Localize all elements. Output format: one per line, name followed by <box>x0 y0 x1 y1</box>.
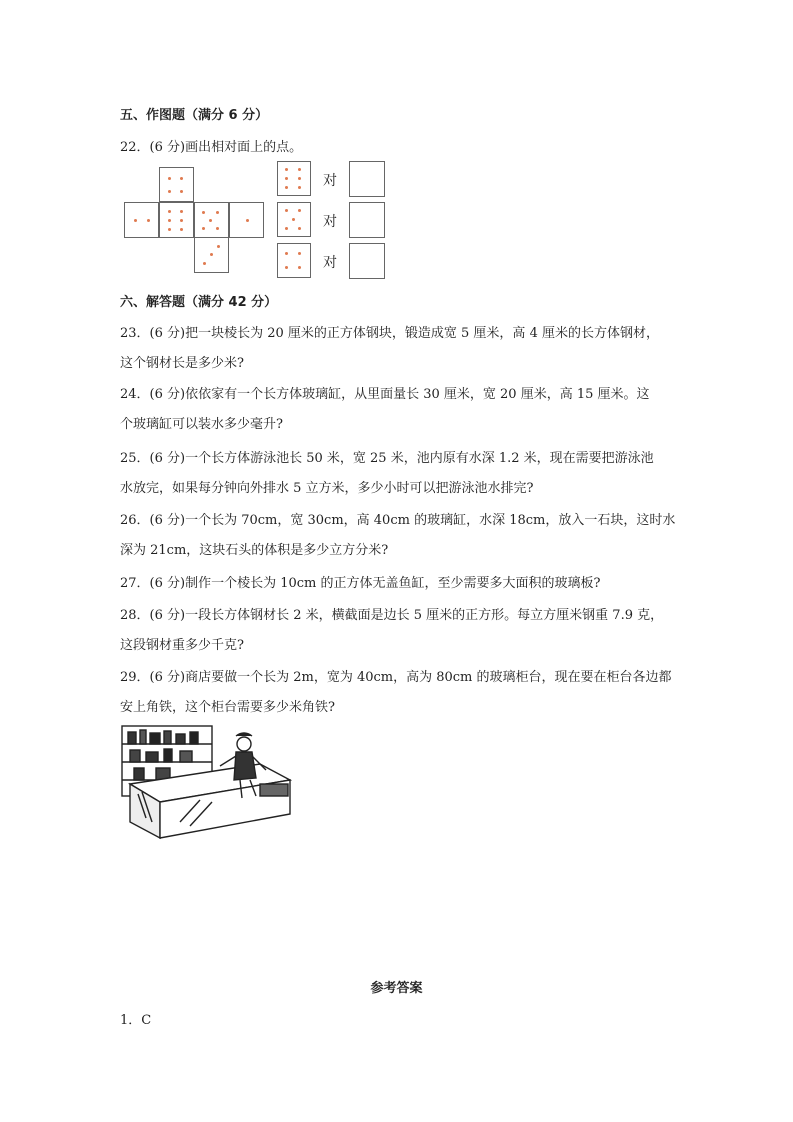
net-face-bottom <box>194 237 229 273</box>
question-26-line-2: 深为 21cm，这块石头的体积是多少立方分米? <box>120 543 389 558</box>
question-24-line-2: 个玻璃缸可以装水多少毫升? <box>120 417 283 432</box>
opposite-label-3: 对 <box>323 255 337 271</box>
section-5-title: 五、作图题（满分 6 分） <box>120 108 269 123</box>
section-6-title: 六、解答题（满分 42 分） <box>120 295 278 310</box>
answer-box-3[interactable] <box>349 243 385 279</box>
question-22: 22．(6 分)画出相对面上的点。 <box>120 140 303 155</box>
net-face-center <box>159 202 194 238</box>
question-25-line-2: 水放完，如果每分钟向外排水 5 立方米，多少小时可以把游泳池水排完? <box>120 481 534 496</box>
question-25-line-1: 25．(6 分)一个长方体游泳池长 50 米，宽 25 米，池内原有水深 1.2 米，现在需要把游泳池 <box>120 451 654 466</box>
given-face-6 <box>277 161 311 196</box>
opposite-label-2: 对 <box>323 214 337 230</box>
net-face-left <box>124 202 159 238</box>
answers-title: 参考答案 <box>370 981 423 996</box>
question-29-line-1: 29．(6 分)商店要做一个长为 2m，宽为 40cm，高为 80cm 的玻璃柜台，现在要在柜台各边都 <box>120 670 672 685</box>
given-face-4 <box>277 243 311 278</box>
question-28-line-1: 28．(6 分)一段长方体钢材长 2 米，横截面是边长 5 厘米的正方形。每立方厘米钢重 7.9 克， <box>120 608 664 623</box>
answer-box-1[interactable] <box>349 161 385 197</box>
answer-box-2[interactable] <box>349 202 385 238</box>
question-29-line-2: 安上角铁，这个柜台需要多少米角铁? <box>120 700 335 715</box>
opposite-label-1: 对 <box>323 173 337 189</box>
question-23-line-2: 这个钢材长是多少米? <box>120 356 244 371</box>
question-28-line-2: 这段钢材重多少千克? <box>120 638 244 653</box>
net-face-far-right <box>229 202 264 238</box>
given-face-5 <box>277 202 311 237</box>
answer-1: 1．C <box>120 1013 152 1028</box>
cube-net-figure <box>124 167 264 273</box>
question-26-line-1: 26．(6 分)一个长为 70cm，宽 30cm，高 40cm 的玻璃缸，水深 18cm，放入一石块，这时水 <box>120 513 676 528</box>
opposite-faces-figure <box>277 161 387 281</box>
question-27: 27．(6 分)制作一个棱长为 10cm 的正方体无盖鱼缸，至少需要多大面积的玻璃板? <box>120 576 601 591</box>
question-24-line-1: 24．(6 分)依依家有一个长方体玻璃缸，从里面量长 30 厘米，宽 20 厘米，高 15 厘米。这 <box>120 387 650 402</box>
net-face-right <box>194 202 229 238</box>
question-23-line-1: 23．(6 分)把一块棱长为 20 厘米的正方体钢块，锻造成宽 5 厘米，高 4 厘米的长方体钢材， <box>120 326 659 341</box>
net-face-top <box>159 167 194 202</box>
glass-counter-illustration <box>120 722 300 840</box>
